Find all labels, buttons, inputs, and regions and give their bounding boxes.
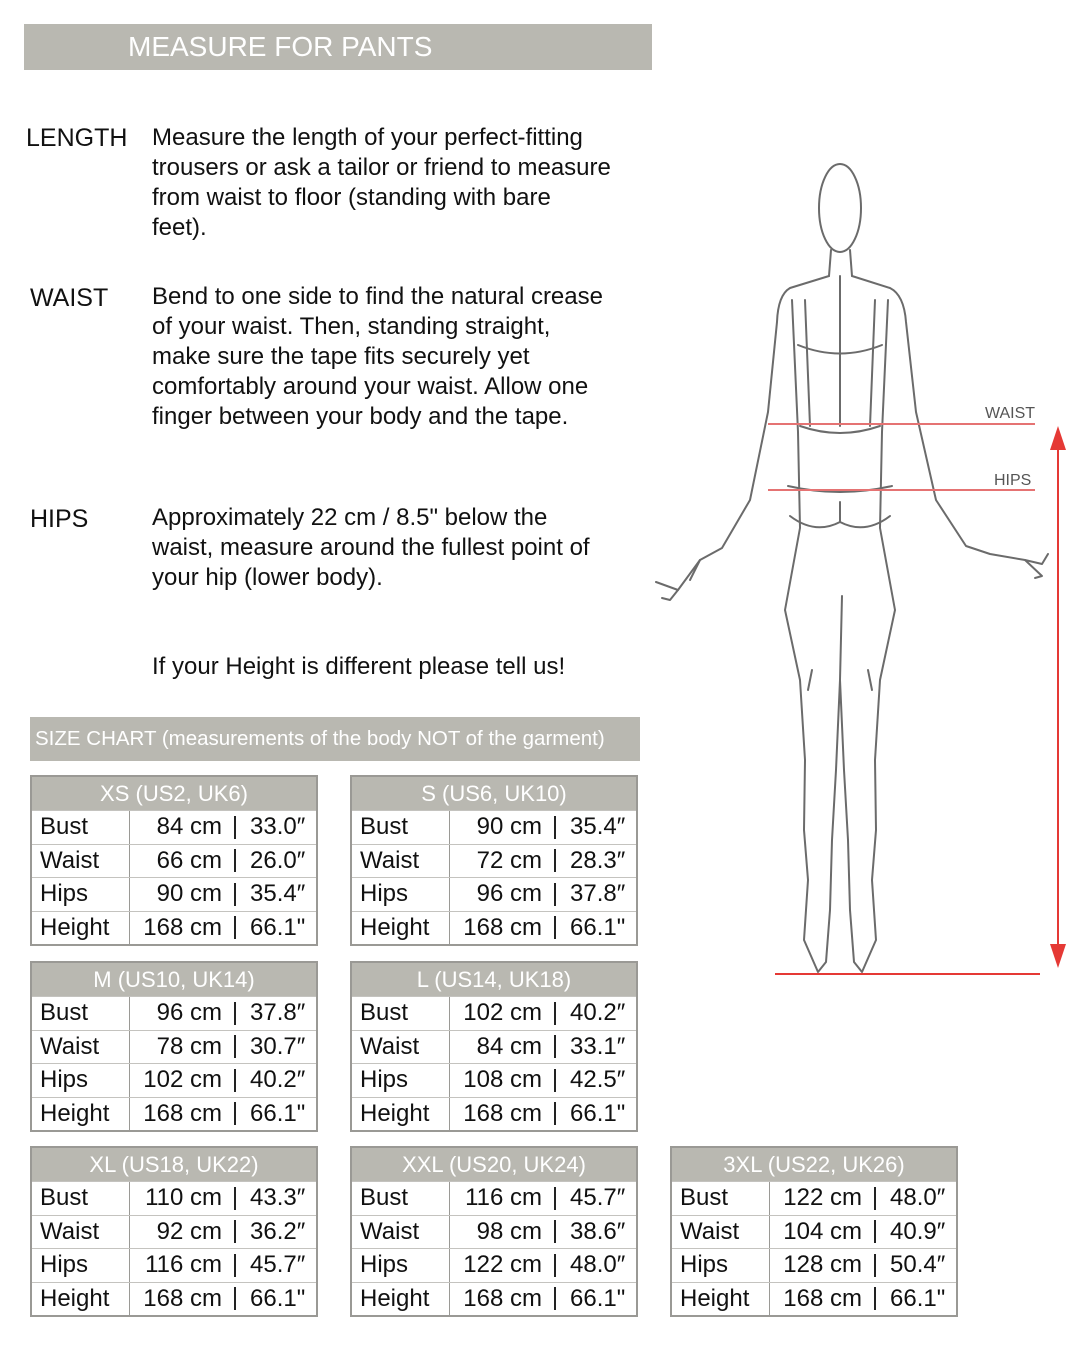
body-figure-illustration xyxy=(640,150,1080,990)
measurement-inch: 35.4″ xyxy=(250,880,306,908)
size-table-row xyxy=(32,877,316,911)
measurement-name: Waist xyxy=(32,1216,130,1249)
size-table-row xyxy=(352,844,636,878)
size-table xyxy=(350,775,638,946)
size-table-row xyxy=(352,1097,636,1131)
size-table-row xyxy=(352,1063,636,1097)
measurement-inch: 50.4″ xyxy=(890,1251,946,1279)
size-table-row xyxy=(32,911,316,945)
measurement-name: Height xyxy=(352,1098,450,1131)
measurement-inch: 66.1" xyxy=(250,913,306,941)
size-table-row xyxy=(672,1215,956,1249)
page-title: MEASURE FOR PANTS xyxy=(24,24,652,70)
measurement-name: Height xyxy=(352,1283,450,1316)
measurement-name: Height xyxy=(672,1283,770,1316)
measurement-cm: 122 cm xyxy=(770,1187,876,1210)
measurement-cm: 168 cm xyxy=(130,916,236,939)
waist-label: WAIST xyxy=(30,284,109,312)
measurement-inch: 66.1" xyxy=(890,1284,946,1312)
size-table-row xyxy=(32,810,316,844)
size-table xyxy=(670,1146,958,1317)
measurement-cm: 90 cm xyxy=(450,816,556,839)
size-table-title: 3XL (US22, UK26) xyxy=(672,1148,956,1181)
measurement-inch: 66.1" xyxy=(570,1099,626,1127)
measurement-cm: 72 cm xyxy=(450,849,556,872)
hips-label: HIPS xyxy=(30,505,89,533)
size-table-row xyxy=(352,1181,636,1215)
size-table-row xyxy=(32,1063,316,1097)
measurement-inch: 40.2″ xyxy=(250,1066,306,1094)
measurement-inch: 66.1" xyxy=(570,913,626,941)
measurement-inch: 38.6″ xyxy=(570,1217,626,1245)
size-table-title: S (US6, UK10) xyxy=(352,777,636,810)
measurement-inch: 48.0″ xyxy=(890,1184,946,1212)
measurement-name: Height xyxy=(352,912,450,945)
size-table-row xyxy=(352,1282,636,1316)
size-table-title: XXL (US20, UK24) xyxy=(352,1148,636,1181)
measurement-cm: 122 cm xyxy=(450,1254,556,1277)
measurement-inch: 37.8″ xyxy=(250,999,306,1027)
measurement-inch: 43.3″ xyxy=(250,1184,306,1212)
size-chart-title: SIZE CHART (measurements of the body NOT of the garment) xyxy=(30,717,640,761)
measurement-cm: 66 cm xyxy=(130,849,236,872)
measurement-cm: 116 cm xyxy=(450,1187,556,1210)
measurement-cm: 98 cm xyxy=(450,1220,556,1243)
measurement-cm: 84 cm xyxy=(450,1035,556,1058)
measurement-cm: 102 cm xyxy=(130,1069,236,1092)
measurement-cm: 168 cm xyxy=(450,916,556,939)
size-table-row xyxy=(32,1248,316,1282)
measurement-cm: 168 cm xyxy=(130,1102,236,1125)
measurement-cm: 116 cm xyxy=(130,1254,236,1277)
measurement-inch: 66.1" xyxy=(250,1284,306,1312)
measurement-name: Bust xyxy=(32,997,130,1030)
measurement-name: Height xyxy=(32,912,130,945)
measurement-cm: 102 cm xyxy=(450,1002,556,1025)
measurement-name: Hips xyxy=(352,1064,450,1097)
measurement-cm: 96 cm xyxy=(130,1002,236,1025)
measurement-cm: 168 cm xyxy=(770,1287,876,1310)
size-table xyxy=(30,1146,318,1317)
measurement-name: Waist xyxy=(672,1216,770,1249)
measurement-name: Height xyxy=(32,1098,130,1131)
size-table-row xyxy=(32,844,316,878)
size-table-title: M (US10, UK14) xyxy=(32,963,316,996)
measurement-name: Bust xyxy=(672,1182,770,1215)
measurement-name: Height xyxy=(32,1283,130,1316)
measurement-inch: 45.7″ xyxy=(570,1184,626,1212)
measurement-name: Waist xyxy=(352,845,450,878)
height-note: If your Height is different please tell us! xyxy=(152,653,566,680)
body-outline xyxy=(656,164,1048,972)
size-table xyxy=(30,775,318,946)
measurement-inch: 26.0″ xyxy=(250,846,306,874)
size-table xyxy=(350,961,638,1132)
size-table xyxy=(350,1146,638,1317)
measurement-inch: 66.1" xyxy=(570,1284,626,1312)
size-table-row xyxy=(352,810,636,844)
size-table-row xyxy=(672,1248,956,1282)
measurement-name: Hips xyxy=(32,878,130,911)
measurement-name: Waist xyxy=(32,845,130,878)
measurement-cm: 96 cm xyxy=(450,883,556,906)
measurement-cm: 168 cm xyxy=(450,1102,556,1125)
size-table-row xyxy=(672,1282,956,1316)
size-table-row xyxy=(32,996,316,1030)
size-table-row xyxy=(352,877,636,911)
measurement-name: Waist xyxy=(352,1031,450,1064)
measurement-cm: 128 cm xyxy=(770,1254,876,1277)
length-description: Measure the length of your perfect-fitting trousers or ask a tailor or friend to measure from waist to floor (standing with bare feet). xyxy=(152,124,611,241)
measurement-name: Hips xyxy=(352,1249,450,1282)
size-table-row xyxy=(352,1248,636,1282)
size-table-row xyxy=(32,1215,316,1249)
size-table-row xyxy=(32,1030,316,1064)
measurement-inch: 37.8″ xyxy=(570,880,626,908)
size-table xyxy=(30,961,318,1132)
size-table-row xyxy=(32,1097,316,1131)
measurement-name: Bust xyxy=(352,997,450,1030)
size-table-row xyxy=(352,911,636,945)
measurement-name: Bust xyxy=(352,811,450,844)
measurement-inch: 33.1″ xyxy=(570,1032,626,1060)
waist-line-label: WAIST xyxy=(985,405,1036,422)
measurement-inch: 40.2″ xyxy=(570,999,626,1027)
size-table-row xyxy=(672,1181,956,1215)
measurement-cm: 108 cm xyxy=(450,1069,556,1092)
measurement-name: Bust xyxy=(32,811,130,844)
measurement-cm: 168 cm xyxy=(130,1287,236,1310)
measurement-inch: 36.2″ xyxy=(250,1217,306,1245)
measurement-inch: 45.7″ xyxy=(250,1251,306,1279)
measurement-name: Waist xyxy=(352,1216,450,1249)
measurement-inch: 28.3″ xyxy=(570,846,626,874)
measurement-name: Bust xyxy=(32,1182,130,1215)
measurement-cm: 104 cm xyxy=(770,1220,876,1243)
measurement-inch: 66.1" xyxy=(250,1099,306,1127)
measurement-cm: 92 cm xyxy=(130,1220,236,1243)
measurement-cm: 90 cm xyxy=(130,883,236,906)
size-table-title: L (US14, UK18) xyxy=(352,963,636,996)
size-table-row xyxy=(352,996,636,1030)
size-table-row xyxy=(32,1282,316,1316)
measurement-name: Bust xyxy=(352,1182,450,1215)
hips-description: Approximately 22 cm / 8.5" below the waist, measure around the fullest point of your hip (lower body). xyxy=(152,504,590,591)
measurement-inch: 48.0″ xyxy=(570,1251,626,1279)
measurement-cm: 110 cm xyxy=(130,1187,236,1210)
measurement-cm: 84 cm xyxy=(130,816,236,839)
measurement-name: Hips xyxy=(32,1064,130,1097)
measurement-cm: 78 cm xyxy=(130,1035,236,1058)
measurement-name: Hips xyxy=(352,878,450,911)
size-table-row xyxy=(352,1030,636,1064)
length-arrow xyxy=(1050,426,1066,968)
measurement-inch: 40.9″ xyxy=(890,1217,946,1245)
measurement-inch: 33.0″ xyxy=(250,813,306,841)
measurement-inch: 30.7″ xyxy=(250,1032,306,1060)
measurement-inch: 42.5″ xyxy=(570,1066,626,1094)
size-table-row xyxy=(32,1181,316,1215)
hips-line-label: HIPS xyxy=(994,472,1032,489)
size-table-title: XL (US18, UK22) xyxy=(32,1148,316,1181)
measurement-name: Hips xyxy=(32,1249,130,1282)
measurement-name: Waist xyxy=(32,1031,130,1064)
size-table-row xyxy=(352,1215,636,1249)
measurement-name: Hips xyxy=(672,1249,770,1282)
measurement-inch: 35.4″ xyxy=(570,813,626,841)
length-label: LENGTH xyxy=(26,124,128,152)
measurement-cm: 168 cm xyxy=(450,1287,556,1310)
size-table-title: XS (US2, UK6) xyxy=(32,777,316,810)
waist-description: Bend to one side to find the natural crease of your waist. Then, standing straight, make sure the tape fits securely yet comfortably around your waist. Allow one finger between your body and the tape. xyxy=(152,283,603,430)
